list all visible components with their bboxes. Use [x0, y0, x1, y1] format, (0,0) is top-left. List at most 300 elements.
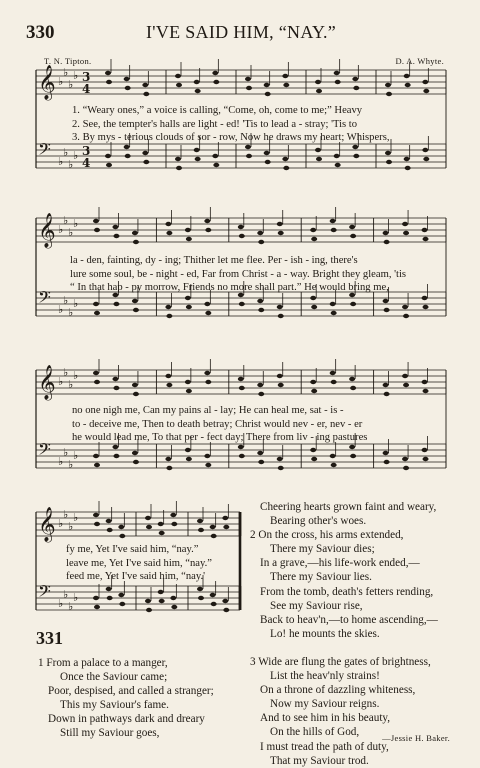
- notehead: [124, 77, 130, 81]
- treble-staff: [36, 359, 446, 401]
- lyric-line: “ In that hap - py morrow, Friends no more shall part.” He would bring me,: [70, 282, 389, 293]
- flat-icon: ♭: [63, 146, 69, 159]
- notehead: [94, 605, 100, 609]
- flat-icon: ♭: [68, 158, 74, 171]
- notehead: [106, 163, 112, 167]
- lyric-line: fy me, Yet I've said him, “nay.”: [66, 544, 199, 555]
- lyric-line: feed me, Yet I've said him, “nay.': [66, 571, 206, 582]
- notehead: [352, 145, 358, 149]
- flat-icon: ♭: [73, 591, 79, 604]
- lyric-line: leave me, Yet I've said him, “nay.”: [66, 557, 212, 569]
- notehead: [403, 314, 409, 318]
- notehead: [195, 89, 201, 93]
- notehead: [94, 522, 100, 526]
- notehead: [283, 166, 289, 170]
- notehead: [257, 231, 263, 235]
- notehead: [195, 157, 201, 161]
- notehead: [277, 457, 283, 461]
- notehead: [257, 383, 263, 387]
- notehead: [171, 605, 177, 609]
- notehead: [258, 392, 264, 396]
- notehead: [176, 83, 182, 87]
- notehead: [335, 163, 341, 167]
- notehead: [94, 463, 100, 467]
- notehead: [246, 86, 252, 90]
- flat-icon: ♭: [63, 214, 69, 227]
- notehead: [402, 457, 408, 461]
- notehead: [405, 83, 411, 87]
- flat-icon: ♭: [73, 369, 79, 382]
- notehead: [278, 383, 284, 387]
- notehead: [422, 148, 428, 152]
- notehead: [311, 237, 317, 241]
- notehead: [258, 308, 264, 312]
- notehead: [278, 466, 284, 470]
- flat-icon: ♭: [63, 294, 69, 307]
- notehead: [198, 596, 204, 600]
- notehead: [422, 296, 428, 300]
- verse-line: From the tomb, death's fetters rending,: [260, 585, 434, 598]
- notehead: [93, 513, 99, 517]
- notehead: [403, 466, 409, 470]
- notehead: [310, 228, 316, 232]
- notehead: [186, 457, 192, 461]
- notehead: [165, 457, 171, 461]
- notehead: [331, 311, 337, 315]
- notehead: [112, 377, 118, 381]
- flat-icon: ♭: [63, 588, 69, 601]
- notehead: [422, 228, 428, 232]
- notehead: [133, 392, 139, 396]
- notehead: [113, 386, 119, 390]
- flat-icon: ♭: [63, 66, 69, 79]
- notehead: [205, 228, 211, 232]
- notehead: [315, 148, 321, 152]
- notehead: [93, 371, 99, 375]
- notehead: [186, 237, 192, 241]
- notehead: [349, 445, 355, 449]
- notehead: [185, 228, 191, 232]
- notehead: [170, 596, 176, 600]
- notehead: [125, 154, 131, 158]
- notehead: [331, 463, 337, 467]
- bass-clef-icon: 𝄢: [38, 581, 51, 605]
- verse-line: Now my Saviour reigns.: [270, 698, 380, 711]
- notehead: [350, 454, 356, 458]
- composer-credit: T. N. Tipton.: [44, 56, 92, 66]
- notehead: [194, 148, 200, 152]
- lyric-line: no one nigh me, Can my pains al - lay; He can heal me, sat - is -: [72, 405, 344, 416]
- hymn-331-number: 331: [36, 628, 63, 648]
- flat-icon: ♭: [63, 508, 69, 521]
- notehead: [258, 460, 264, 464]
- notehead: [223, 525, 229, 529]
- notehead: [245, 145, 251, 149]
- notehead: [403, 383, 409, 387]
- notehead: [402, 305, 408, 309]
- treble-staff: [36, 59, 446, 101]
- notehead: [264, 83, 270, 87]
- notehead: [205, 311, 211, 315]
- notehead: [210, 593, 216, 597]
- treble-clef-icon: 𝄞: [38, 213, 56, 248]
- flat-icon: ♭: [68, 306, 74, 319]
- notehead: [107, 596, 113, 600]
- lyric-line: 1. “Weary ones,” a voice is calling, “Come, oh, come to me;” Heavy: [72, 105, 363, 116]
- verse-line: See my Saviour rise,: [270, 599, 363, 612]
- notehead: [386, 160, 392, 164]
- verse-line: Cheering hearts grown faint and weary,: [260, 501, 437, 513]
- notehead: [311, 457, 317, 461]
- notehead: [106, 519, 112, 523]
- flat-icon: ♭: [58, 75, 64, 88]
- lyrics-system-1: [72, 104, 389, 145]
- notehead: [386, 92, 392, 96]
- notehead: [170, 513, 176, 517]
- notehead: [239, 302, 245, 306]
- notehead: [133, 308, 139, 312]
- verse-line: I must tread the path of duty,: [260, 740, 389, 753]
- notehead: [197, 519, 203, 523]
- notehead: [422, 80, 428, 84]
- notehead: [142, 151, 148, 155]
- flat-icon: ♭: [68, 378, 74, 391]
- notehead: [277, 305, 283, 309]
- notehead: [383, 451, 389, 455]
- notehead: [93, 454, 99, 458]
- flat-icon: ♭: [63, 366, 69, 379]
- notehead: [94, 311, 100, 315]
- notehead: [94, 380, 100, 384]
- notehead: [330, 302, 336, 306]
- notehead: [158, 522, 164, 526]
- time-sig-bottom: 4: [82, 82, 91, 96]
- notehead: [402, 222, 408, 226]
- notehead: [246, 154, 252, 158]
- notehead: [423, 389, 429, 393]
- notehead: [197, 587, 203, 591]
- lyric-line: 2. See, the tempter's halls are light - ed! 'Tis to lead a - stray; 'Tis to: [72, 118, 358, 130]
- verse-line: 2 On the cross, his arms extended,: [250, 529, 404, 542]
- notehead: [93, 219, 99, 223]
- notehead: [113, 302, 119, 306]
- notehead: [238, 445, 244, 449]
- flat-icon: ♭: [58, 303, 64, 316]
- flat-icon: ♭: [58, 155, 64, 168]
- lyric-line: la - den, fainting, dy - ing; Thither let me flee. Per - ish - ing, there's: [70, 255, 358, 266]
- verse-line: 3 Wide are flung the gates of brightness,: [250, 655, 431, 668]
- hymn-331-verse: [38, 656, 214, 741]
- notehead: [315, 80, 321, 84]
- notehead: [222, 599, 228, 603]
- notehead: [118, 593, 124, 597]
- verse-line: There my Saviour lies.: [270, 571, 372, 584]
- notehead: [166, 383, 172, 387]
- flat-icon: ♭: [73, 217, 79, 230]
- notehead: [175, 74, 181, 78]
- bass-clef-icon: 𝄢: [38, 139, 51, 163]
- bass-clef-icon: 𝄢: [38, 287, 51, 311]
- notehead: [210, 525, 216, 529]
- verse-line: In a grave,—his life-work ended,—: [260, 557, 420, 570]
- hymn-331-author: —Jessie H. Baker.: [382, 733, 450, 743]
- notehead: [422, 380, 428, 384]
- notehead: [198, 528, 204, 532]
- notehead: [278, 231, 284, 235]
- notehead: [132, 383, 138, 387]
- flat-icon: ♭: [73, 449, 79, 462]
- notehead: [282, 157, 288, 161]
- notehead: [211, 602, 217, 606]
- treble-clef-icon: 𝄞: [38, 65, 56, 100]
- notehead: [112, 445, 118, 449]
- notehead: [143, 92, 149, 96]
- notehead: [142, 83, 148, 87]
- verse-line: Down in pathways dark and dreary: [48, 713, 205, 726]
- flat-icon: ♭: [73, 69, 79, 82]
- notehead: [132, 451, 138, 455]
- notehead: [105, 154, 111, 158]
- notehead: [265, 160, 271, 164]
- notehead: [239, 234, 245, 238]
- notehead: [185, 296, 191, 300]
- notehead: [353, 86, 359, 90]
- notehead: [158, 590, 164, 594]
- time-sig-top: 3: [82, 70, 91, 84]
- notehead: [93, 596, 99, 600]
- notehead: [146, 608, 152, 612]
- notehead: [118, 525, 124, 529]
- notehead: [310, 296, 316, 300]
- lyrics-system-2: [70, 254, 406, 295]
- notehead: [282, 74, 288, 78]
- notehead: [349, 225, 355, 229]
- notehead: [330, 371, 336, 375]
- notehead: [204, 454, 210, 458]
- notehead: [185, 380, 191, 384]
- notehead: [264, 151, 270, 155]
- notehead: [105, 71, 111, 75]
- notehead: [107, 528, 113, 532]
- notehead: [239, 386, 245, 390]
- notehead: [125, 86, 131, 90]
- notehead: [310, 448, 316, 452]
- notehead: [165, 222, 171, 226]
- verse-line: That my Saviour trod.: [270, 754, 369, 767]
- bass-clef-icon: 𝄢: [38, 439, 51, 463]
- notehead: [132, 231, 138, 235]
- notehead: [106, 80, 112, 84]
- flat-icon: ♭: [68, 520, 74, 533]
- notehead: [133, 460, 139, 464]
- notehead: [112, 225, 118, 229]
- notehead: [283, 83, 289, 87]
- time-sig-top: 3: [82, 144, 91, 158]
- notehead: [204, 219, 210, 223]
- verse-line: On the hills of God,: [270, 726, 360, 739]
- notehead: [331, 228, 337, 232]
- notehead: [93, 302, 99, 306]
- notehead: [384, 240, 390, 244]
- verse-line: Poor, despised, and called a stranger;: [48, 685, 214, 698]
- notehead: [334, 154, 340, 158]
- flat-icon: ♭: [58, 375, 64, 388]
- notehead: [213, 80, 219, 84]
- notehead: [124, 145, 130, 149]
- notehead: [213, 163, 219, 167]
- notehead: [145, 599, 151, 603]
- notehead: [353, 154, 359, 158]
- notehead: [132, 299, 138, 303]
- verse-line: List the heav'nly strains!: [270, 670, 380, 683]
- flat-icon: ♭: [58, 455, 64, 468]
- notehead: [146, 525, 152, 529]
- notehead: [204, 302, 210, 306]
- flat-icon: ♭: [63, 446, 69, 459]
- notehead: [310, 380, 316, 384]
- notehead: [119, 534, 125, 538]
- notehead: [331, 380, 337, 384]
- verse-line: This my Saviour's fame.: [60, 699, 169, 712]
- treble-clef-icon: 𝄞: [38, 507, 56, 542]
- notehead: [384, 308, 390, 312]
- notehead: [383, 383, 389, 387]
- treble-staff: [36, 501, 240, 543]
- verse-line: Lo! he mounts the skies.: [270, 627, 380, 640]
- verse-line: There my Saviour dies;: [270, 543, 375, 556]
- notehead: [384, 460, 390, 464]
- notehead: [185, 448, 191, 452]
- notehead: [334, 71, 340, 75]
- flat-icon: ♭: [73, 511, 79, 524]
- notehead: [316, 157, 322, 161]
- notehead: [422, 448, 428, 452]
- notehead: [245, 77, 251, 81]
- flat-icon: ♭: [68, 458, 74, 471]
- notehead: [349, 377, 355, 381]
- notehead: [402, 374, 408, 378]
- notehead: [330, 454, 336, 458]
- notehead: [223, 608, 229, 612]
- notehead: [175, 157, 181, 161]
- hymn-title: I'VE SAID HIM, “NAY.”: [146, 22, 337, 42]
- lyric-line: lure some soul, be - night - ed, Far from Christ - a - way. Bright they gleam, 'tis: [70, 268, 407, 280]
- notehead: [384, 392, 390, 396]
- notehead: [277, 222, 283, 226]
- notehead: [186, 305, 192, 309]
- notehead: [278, 314, 284, 318]
- notehead: [350, 302, 356, 306]
- flat-icon: ♭: [58, 223, 64, 236]
- flat-icon: ♭: [68, 600, 74, 613]
- notehead: [423, 457, 429, 461]
- notehead: [335, 80, 341, 84]
- notehead: [119, 602, 125, 606]
- notehead: [385, 151, 391, 155]
- time-sig-bottom: 4: [82, 156, 91, 170]
- flat-icon: ♭: [58, 517, 64, 530]
- verse-line: 1 From a palace to a manger,: [38, 657, 168, 669]
- notehead: [212, 71, 218, 75]
- notehead: [165, 305, 171, 309]
- lyric-line: to - deceive me, Then to death betray; Christ would nev - er, nev - er: [72, 418, 363, 430]
- notehead: [239, 454, 245, 458]
- notehead: [258, 240, 264, 244]
- verse-line: Back to heav'n,—to home ascending,—: [260, 613, 438, 626]
- notehead: [143, 160, 149, 164]
- notehead: [238, 377, 244, 381]
- notehead: [405, 166, 411, 170]
- notehead: [159, 531, 165, 535]
- notehead: [204, 371, 210, 375]
- notehead: [404, 74, 410, 78]
- treble-clef-icon: 𝄞: [38, 365, 56, 400]
- notehead: [403, 231, 409, 235]
- notehead: [385, 83, 391, 87]
- notehead: [383, 299, 389, 303]
- notehead: [159, 599, 165, 603]
- verse-line: Once the Saviour came;: [60, 671, 168, 684]
- notehead: [423, 157, 429, 161]
- lyrics-system-4: [66, 543, 212, 584]
- notehead: [316, 89, 322, 93]
- notehead: [350, 386, 356, 390]
- verse-line: Bearing other's woes.: [270, 515, 367, 528]
- notehead: [265, 92, 271, 96]
- notehead: [423, 89, 429, 93]
- notehead: [113, 234, 119, 238]
- notehead: [257, 299, 263, 303]
- notehead: [211, 534, 217, 538]
- lyrics-system-3: [72, 404, 367, 445]
- notehead: [238, 225, 244, 229]
- flat-icon: ♭: [73, 149, 79, 162]
- flat-icon: ♭: [68, 78, 74, 91]
- notehead: [166, 466, 172, 470]
- verses-right-column: [250, 500, 438, 768]
- notehead: [205, 463, 211, 467]
- lyric-line: 3. By mys - terious clouds of sor - row, Now he draws my heart; Whispers,: [72, 132, 390, 143]
- notehead: [277, 374, 283, 378]
- notehead: [383, 231, 389, 235]
- notehead: [94, 228, 100, 232]
- author-credit: D. A. Whyte.: [395, 56, 444, 66]
- notehead: [176, 166, 182, 170]
- notehead: [350, 234, 356, 238]
- notehead: [133, 240, 139, 244]
- treble-staff: [36, 207, 446, 249]
- notehead: [257, 451, 263, 455]
- page-number: 330: [26, 22, 55, 43]
- notehead: [194, 80, 200, 84]
- notehead: [404, 157, 410, 161]
- notehead: [222, 516, 228, 520]
- notehead: [165, 374, 171, 378]
- notehead: [311, 389, 317, 393]
- notehead: [186, 389, 192, 393]
- notehead: [212, 154, 218, 158]
- lyric-line: he would lead me, To that per - fect day; There from liv - ing pastures: [72, 432, 368, 443]
- flat-icon: ♭: [68, 226, 74, 239]
- notehead: [205, 380, 211, 384]
- verse-line: On a throne of dazzling whiteness,: [260, 684, 416, 697]
- notehead: [171, 522, 177, 526]
- flat-icon: ♭: [58, 597, 64, 610]
- notehead: [106, 587, 112, 591]
- notehead: [145, 516, 151, 520]
- notehead: [311, 305, 317, 309]
- notehead: [352, 77, 358, 81]
